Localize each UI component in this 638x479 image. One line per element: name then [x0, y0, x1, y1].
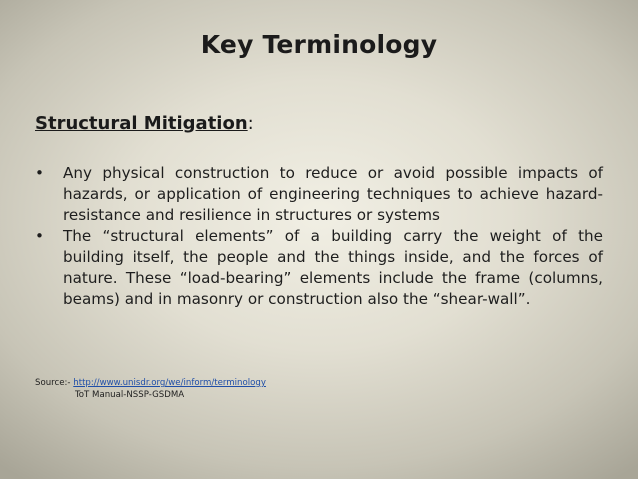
source-secondary: ToT Manual-NSSP-GSDMA [75, 390, 185, 400]
slide-title: Key Terminology [200, 30, 438, 59]
bullet-text: The “structural elements” of a building carry the weight of the building itself, the people and the things inside, and the forces of nature. These “load-bearing” elements include the frame (columns, beams) and in masonry or construction also the “shear-wall”. [63, 227, 603, 308]
subtitle [35, 113, 254, 134]
bullet-item [35, 226, 603, 310]
bullet-text: Any physical construction to reduce or avoid possible impacts of hazards, or application of engineering techniques to achieve hazard-resistance and resilience in structures or systems [63, 164, 603, 224]
bullet-list [35, 163, 603, 310]
source-prefix: Source:- [35, 378, 74, 388]
bullet-dot-icon: • [35, 227, 44, 245]
subtitle-label: Structural Mitigation [35, 113, 248, 134]
subtitle-colon: : [247, 113, 254, 134]
source-citation [35, 377, 266, 389]
source-link[interactable]: http://www.unisdr.org/we/inform/terminology [73, 378, 266, 388]
bullet-dot-icon: • [35, 164, 44, 182]
bullet-item [35, 163, 603, 226]
